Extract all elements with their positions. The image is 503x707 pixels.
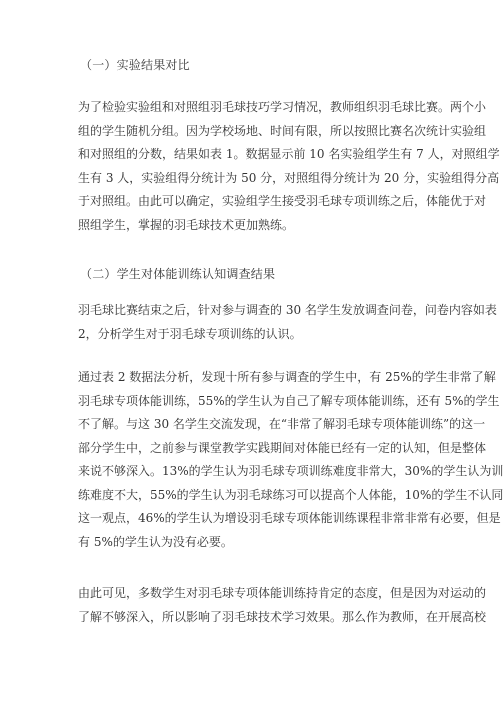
text-line: 羽毛球比赛结束之后，针对参与调查的 30 名学生发放调查问卷，问卷内容如表 — [78, 303, 497, 317]
text-line: 练难度不大，55%的学生认为羽毛球练习可以提高个人体能，10%的学生不认同 — [78, 487, 503, 502]
text-line: 组的学生随机分组。因为学校场地、时间有限，所以按照比赛名次统计实验组 — [78, 123, 487, 138]
text-line: 2，分析学生对于羽毛球专项训练的认识。 — [78, 326, 302, 341]
text-line: 来说不够深入。13%的学生认为羽毛球专项训练难度非常大，30%的学生认为训 — [78, 464, 503, 478]
paragraph-experiment-results — [78, 96, 500, 237]
text-line: 了解不够深入，所以影响了羽毛球技术学习效果。那么作为教师，在开展高校 — [78, 609, 487, 624]
paragraph-conclusion — [78, 582, 487, 629]
text-line: 羽毛球专项体能训练，55%的学生认为自己了解专项体能训练，还有 5%的学生 — [78, 393, 500, 408]
text-line: 于对照组。由此可以确定，实验组学生接受羽毛球专项训练之后，体能优于对 — [78, 194, 487, 208]
text-line: 通过表 2 数据法分析，发现十所有参与调查的学生中，有 25%的学生非常了解 — [78, 370, 496, 384]
text-line: 不了解。与这 30 名学生交流发现，在“非常了解羽毛球专项体能训练”的这一 — [78, 417, 486, 431]
text-line: 生有 3 人，实验组得分统计为 50 分，对照组得分统计为 20 分，实验组得分高 — [78, 170, 500, 185]
text-line: 由此可见，多数学生对羽毛球专项体能训练持肯定的态度，但是因为对运动的 — [78, 586, 487, 600]
text-line: 这一观点，46%的学生认为增设羽毛球专项体能训练课程非常非常有必要，但是 — [78, 511, 501, 525]
paragraph-survey-analysis — [78, 366, 503, 554]
text-line: 有 5%的学生认为没有必要。 — [78, 534, 233, 549]
section-heading-2: （二）学生对体能训练认知调查结果 — [80, 267, 276, 281]
paragraph-survey-intro — [78, 299, 497, 346]
text-line: 部分学生中，之前参与课堂教学实践期间对体能已经有一定的认知，但是整体 — [78, 440, 487, 455]
text-line: 照组学生，掌握的羽毛球技术更加熟练。 — [78, 217, 295, 232]
section-heading-1: （一）实验结果对比 — [80, 58, 190, 72]
text-line: 为了检验实验组和对照组羽毛球技巧学习情况，教师组织羽毛球比赛。两个小 — [78, 100, 487, 114]
text-line: 和对照组的分数，结果如表 1。数据显示前 10 名实验组学生有 7 人，对照组学 — [78, 147, 500, 161]
